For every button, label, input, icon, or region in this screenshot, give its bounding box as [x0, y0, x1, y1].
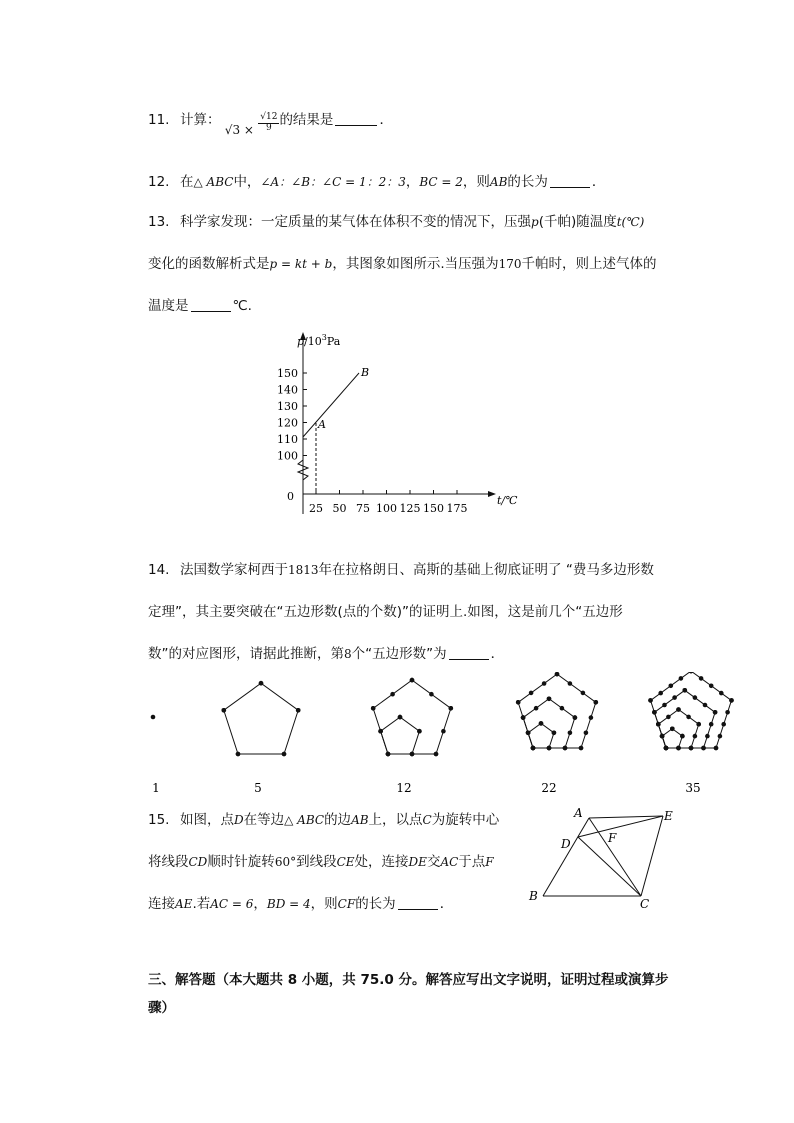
dot: [662, 703, 667, 708]
question-15-line-1: 15. 如图，点D在等边△ ABC的边AB上，以点C为旋转中心: [148, 812, 500, 828]
x-tick-label: 125: [399, 502, 421, 515]
dot: [417, 729, 422, 734]
caption-35: 35: [685, 781, 701, 795]
pentagon-figure-1: [151, 715, 156, 720]
dot: [236, 752, 241, 757]
question-15-line-3: 连接AE.若AC = 6，BD = 4，则CF的长为 ．: [148, 896, 454, 912]
question-13-line-1: 13. 科学家发现：一定质量的某气体在体积不变的情况下，压强p(千帕)随温度t(℃): [148, 214, 645, 230]
pentagon-figure-2: [222, 681, 301, 756]
dot: [693, 695, 698, 700]
dot: [296, 708, 301, 713]
dot: [410, 678, 415, 683]
question-12: 12. 在△ ABC中，∠A：∠B：∠C = 1：2：3，BC = 2，则AB的长为 ．: [148, 174, 606, 190]
dot: [683, 688, 688, 693]
dot: [584, 731, 589, 736]
y-tick-label: 110: [277, 433, 298, 446]
math-expression: √3 ×: [224, 123, 254, 137]
dot: [664, 746, 669, 751]
dot: [689, 672, 694, 673]
dot: [648, 698, 653, 703]
dot: [539, 721, 544, 726]
dot: [563, 746, 568, 751]
geometry-figure-15: [526, 804, 686, 912]
question-15-line-2: 将线段CD顺时针旋转60°到线段CE处，连接DE交AC于点F: [148, 854, 494, 870]
dot: [434, 752, 439, 757]
dot: [686, 715, 691, 720]
dot: [534, 706, 539, 711]
question-13-line-3: 温度是 ℃.: [148, 298, 252, 314]
dot: [669, 684, 674, 689]
question-14-line-2: 定理”，其主要突破在“五边形数(点的个数)”的证明上.如图，这是前几个“五边形: [148, 604, 623, 620]
label-b: B: [529, 889, 538, 903]
dot: [560, 706, 565, 711]
y-tick-label: 150: [277, 367, 298, 380]
dot: [658, 691, 663, 696]
fraction: $\frac{√12}{9}$: [260, 112, 278, 133]
y-tick-label: 130: [277, 400, 298, 413]
label-d: D: [561, 837, 571, 851]
answer-blank: [335, 125, 377, 126]
dot: [581, 691, 586, 696]
dot: [222, 708, 227, 713]
graph-line: [303, 373, 359, 437]
dot: [390, 692, 395, 697]
pentagon-figure-5: [648, 672, 734, 750]
pentagon-outline: [373, 680, 451, 754]
dot: [573, 715, 578, 720]
dot: [718, 734, 723, 739]
caption-1: 1: [152, 781, 160, 795]
dot: [660, 734, 665, 739]
x-tick-label: 50: [332, 502, 347, 515]
dot: [709, 684, 714, 689]
dot: [568, 731, 573, 736]
x-tick-label: 100: [376, 502, 397, 515]
dot: [371, 706, 376, 711]
dot: [516, 700, 521, 705]
y-axis-label: $p/10^3Pa$: [297, 333, 341, 348]
dot: [449, 706, 454, 711]
dot: [579, 746, 584, 751]
answer-blank: [550, 187, 590, 188]
segment-ba: [543, 818, 589, 896]
dot: [282, 752, 287, 757]
dot: [701, 746, 706, 751]
caption-12: 12: [396, 781, 412, 795]
dot: [398, 715, 403, 720]
answer-blank: [449, 659, 489, 660]
dot: [656, 722, 661, 727]
point-a-label: A: [318, 418, 326, 431]
dot: [729, 698, 734, 703]
dot: [699, 676, 704, 681]
dot: [666, 715, 671, 720]
dot: [555, 672, 560, 676]
dot: [714, 746, 719, 751]
dot: [652, 710, 657, 715]
dot: [709, 722, 714, 727]
segment-ae: [589, 816, 663, 818]
segment-dc: [578, 837, 641, 896]
dot: [689, 746, 694, 751]
dot: [721, 722, 726, 727]
dot: [259, 681, 264, 686]
dot: [526, 731, 531, 736]
segment-ec: [641, 816, 663, 896]
dot: [672, 695, 677, 700]
pressure-temperature-graph: [270, 328, 530, 523]
label-e: E: [664, 809, 673, 823]
point-b-label: B: [361, 366, 370, 379]
dot: [547, 697, 552, 702]
dot: [679, 676, 684, 681]
question-14-line-3: 数”的对应图形，请据此推断，第8个“五边形数”为 ．: [148, 646, 505, 662]
dot: [568, 681, 573, 686]
dot: [703, 703, 708, 708]
y-tick-label: 140: [277, 383, 298, 397]
dot: [676, 707, 681, 712]
x-axis-label: t/℃: [497, 494, 518, 507]
x-tick-label: 75: [356, 502, 370, 515]
question-13-line-2: 变化的函数解析式是p = kt + b，其图象如图所示.当压强为170千帕时，则上述气体的: [148, 256, 657, 272]
dot: [441, 729, 446, 734]
answer-blank: [191, 311, 231, 312]
segment-de: [578, 816, 663, 837]
dot: [531, 746, 536, 751]
y-tick-label: 100: [277, 449, 298, 463]
question-number: 11.: [148, 112, 170, 128]
pentagon-figure-3: [371, 678, 453, 757]
x-tick-label: 150: [423, 502, 444, 515]
dot: [594, 700, 599, 705]
label-f: F: [608, 831, 617, 845]
dot: [719, 691, 724, 696]
x-tick-label: 25: [309, 502, 323, 515]
dot: [589, 715, 594, 720]
dot: [705, 734, 710, 739]
label-a: A: [574, 806, 583, 820]
dot: [410, 752, 415, 757]
pentagonal-numbers-figure: [140, 672, 740, 802]
caption-22: 22: [541, 781, 557, 795]
pentagon-outline: [518, 674, 596, 748]
x-tick-label: 175: [446, 502, 468, 515]
question-11: 11. 计算： √3 × $\frac{√12}{9}$ 的结果是 ．: [148, 112, 393, 137]
dot: [378, 729, 383, 734]
pentagon-figure-4: [516, 672, 598, 750]
dot: [670, 727, 675, 732]
caption-5: 5: [254, 781, 262, 795]
dot: [151, 715, 156, 720]
x-axis-arrow: [488, 491, 496, 497]
dot: [680, 734, 685, 739]
dot: [725, 710, 730, 715]
answer-blank: [398, 909, 438, 910]
dot: [529, 691, 534, 696]
dot: [713, 710, 718, 715]
section-3-heading: 三、解答题（本大题共 8 小题，共 75.0 分。解答应写出文字说明，证明过程或演算步骤）: [148, 972, 669, 1016]
dot: [521, 715, 526, 720]
segment-ac: [589, 818, 641, 896]
pentagon-outline: [224, 683, 298, 754]
dot: [429, 692, 434, 697]
origin-label: 0: [287, 490, 294, 503]
dot: [696, 722, 701, 727]
dot: [693, 734, 698, 739]
label-c: C: [640, 897, 650, 911]
dot: [547, 746, 552, 751]
dot: [542, 681, 547, 686]
y-tick-label: 120: [277, 416, 298, 430]
dot: [552, 731, 557, 736]
dot: [386, 752, 391, 757]
question-14-line-1: 14. 法国数学家柯西于1813年在拉格朗日、高斯的基础上彻底证明了 “费马多边形数: [148, 562, 654, 578]
dot: [676, 746, 681, 751]
